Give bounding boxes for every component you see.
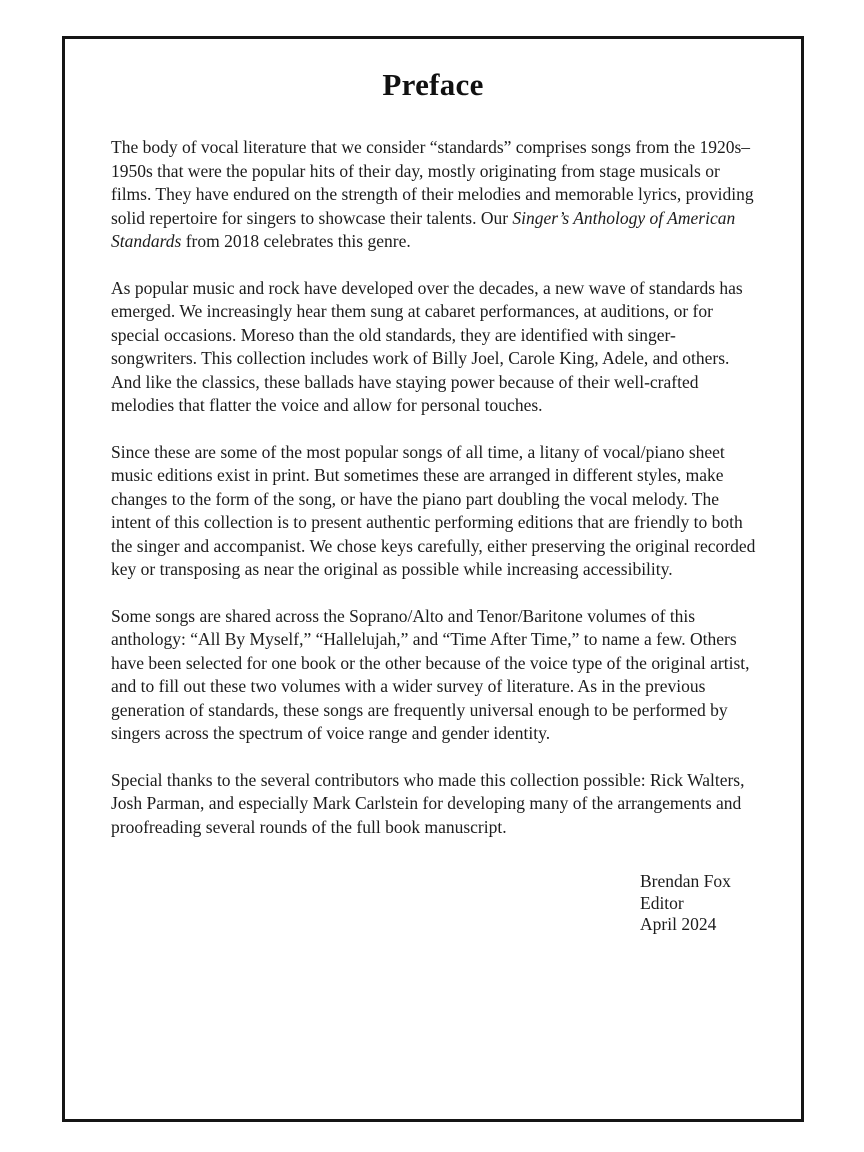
paragraph-1 (111, 136, 759, 254)
paragraph-1-text-before: The body of vocal literature that we consider “standards” comprises songs from the 1920s–1950s that were the popular hits of their day, mostly originating from stage musicals or films. They have endured on the strength of their melodies and memorable lyrics, providing solid repertoire for singers to showcase their talents. Our (111, 137, 754, 228)
signature-name: Brendan Fox (640, 871, 731, 891)
paragraph-3: Since these are some of the most popular songs of all time, a litany of vocal/piano sheet music editions exist in print. But sometimes these are arranged in different styles, make changes to the form of the song, or have the piano part doubling the vocal melody. The intent of this collection is to present authentic performing editions that are friendly to both the singer and accompanist. We chose keys carefully, either preserving the original recorded key or transposing as near the original as possible while increasing accessibility. (111, 441, 756, 579)
paragraph-2: As popular music and rock have developed over the decades, a new wave of standards has emerged. We increasingly hear them sung at cabaret performances, at auditions, or for special occasions. Moreso than the old standards, they are identified with singer-songwriters. This collection includes work of Billy Joel, Carole King, Adele, and others. And like the classics, these ballads have staying power because of their well-crafted melodies that flatter the voice and allow for personal touches. (111, 277, 743, 415)
signature-date: April 2024 (640, 914, 717, 934)
page-title: Preface (382, 67, 484, 102)
signature-role: Editor (640, 892, 684, 913)
paragraph-4: Some songs are shared across the Soprano/Alto and Tenor/Baritone volumes of this anthology: “All By Myself,” “Hallelujah,” and “Time After Time,” to name a few. Others have been selected for one book or the other because of the voice type of the original artist, and to fill out these two volumes with a wider survey of literature. As in the previous generation of standards, these songs are frequently universal enough to be performed by singers across the spectrum of voice range and gender identity. (111, 605, 750, 743)
paragraph-1-text-after: from 2018 celebrates this genre. (181, 231, 411, 251)
body-text (111, 136, 759, 936)
book-title-italic: Singer’s Anthology of American Standards (111, 207, 736, 251)
signature-block (640, 871, 731, 936)
page-border-frame (62, 36, 804, 1122)
paragraph-5: Special thanks to the several contributors who made this collection possible: Rick Walters, Josh Parman, and especially Mark Carlstein for developing many of the arrangements and proofreading several rounds of the full book manuscript. (111, 769, 745, 837)
